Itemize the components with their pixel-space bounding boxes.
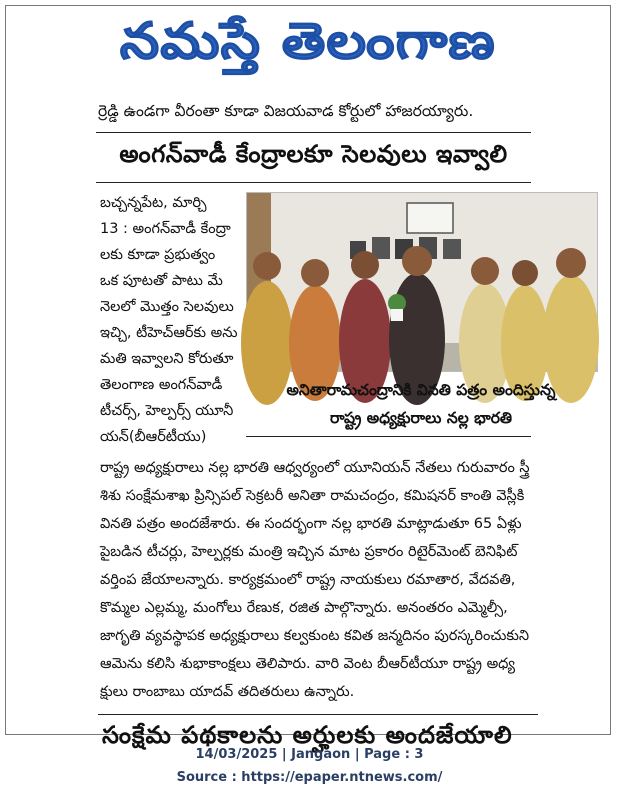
- text-line: లకు కూడా ప్రభుత్వం: [100, 247, 216, 263]
- group-photo-illustration: [247, 193, 597, 371]
- text-line: ఆమెను కలిసి శుభాకాంక్షలు తెలిపారు. వారి వెంట బీఆర్‌టీయూ రాష్ట్ర అధ్య: [100, 656, 515, 672]
- text-line: పైబడిన టీచర్లు, హెల్పర్లకు మంత్రి ఇచ్చిన మాట ప్రకారం రిటైర్‌మెంట్ బెనిఫిట్: [100, 544, 518, 560]
- text-line: బచ్చన్నపేట, మార్చి: [100, 195, 207, 211]
- text-line: ఇచ్చి, టీహెచ్‌ఆర్‌కు అను: [100, 325, 238, 341]
- article-body: [100, 454, 600, 706]
- text-line: యన్(బీఆర్‌టీయు): [100, 429, 207, 445]
- divider-rule: [96, 132, 531, 133]
- article-lead-column: [100, 190, 236, 450]
- caption-underline: [246, 436, 531, 437]
- article-headline: అంగన్‌వాడీ కేంద్రాలకూ సెలవులు ఇవ్వాలి: [119, 140, 508, 168]
- text-line: వినతి పత్రం అందజేశారు. ఈ సందర్భంగా నల్ల భారతి మాట్లాడుతూ 65 ఏళ్లు: [100, 516, 522, 532]
- text-line: కొమ్మల ఎల్లమ్మ, మంగోలు రేణుక, రజిత పాల్గొన్నారు. అనంతరం ఎమ్మెల్సీ,: [100, 600, 508, 616]
- divider-rule: [96, 182, 531, 183]
- masthead-title: నమస్తే తెలంగాణ: [120, 12, 496, 70]
- footer-source: Source : https://epaper.ntnews.com/: [176, 770, 443, 785]
- text-line: జాగృతి వ్యవస్థాపక అధ్యక్షురాలు కల్వకుంట కవిత జన్మదినం పురస్కరించుకుని: [100, 628, 530, 644]
- masthead: [6, 6, 610, 96]
- next-headline-cutoff: [102, 720, 602, 749]
- divider-rule: [98, 714, 538, 715]
- news-photo: [246, 192, 598, 372]
- newspaper-clipping: [5, 5, 611, 749]
- text-line: నెలలో మొత్తం సెలవులు: [100, 299, 234, 315]
- text-line: తెలంగాణ అంగన్‌వాడీ: [100, 377, 223, 393]
- text-line: టీచర్స్, హెల్పర్స్ యూనీ: [100, 403, 234, 419]
- cutoff-headline-text: సంక్షేమ పథకాలను అర్హులకు అందజేయాలి: [102, 721, 513, 749]
- previous-article-last-line: ర్రెడ్డి ఉండగా వీరంతా కూడా విజయవాడ కోర్టులో హాజరయ్యారు.: [98, 102, 474, 120]
- text-line: మతి ఇవ్వాలని కోరుతూ: [100, 351, 234, 367]
- footer-meta: 14/03/2025 | Jangaon | Page : 3: [195, 747, 424, 762]
- text-line: రాష్ట్ర అధ్యక్షురాలు నల్ల భారతి ఆధ్వర్యంలో యూనియన్ నేతలు గురువారం స్త్రీ: [100, 460, 530, 476]
- text-line: వర్తింప జేయాలన్నారు. కార్యక్రమంలో రాష్ట్ర నాయకులు రమాతార, వేదవతి,: [100, 572, 516, 588]
- caption-line: రాష్ట్ర అధ్యక్షురాలు నల్ల భారతి: [329, 409, 513, 427]
- text-line: శిశు సంక్షేమశాఖ ప్రిన్సిపల్ సెక్రటరీ అనితా రామచంద్రం, కమిషనర్ కాంతి వెస్లీకి: [100, 488, 525, 504]
- text-line: 13 : అంగన్‌వాడీ కేంద్రా: [100, 221, 231, 237]
- caption-line: అనితారామచంద్రానికి వినతి పత్రం అందిస్తున్న: [286, 381, 556, 399]
- text-line: ఒక పూటతో పాటు మే: [100, 273, 223, 289]
- text-line: క్షులు రాంబాబు యాదవ్ తదితరులు ఉన్నారు.: [100, 684, 355, 700]
- photo-caption: [246, 376, 596, 432]
